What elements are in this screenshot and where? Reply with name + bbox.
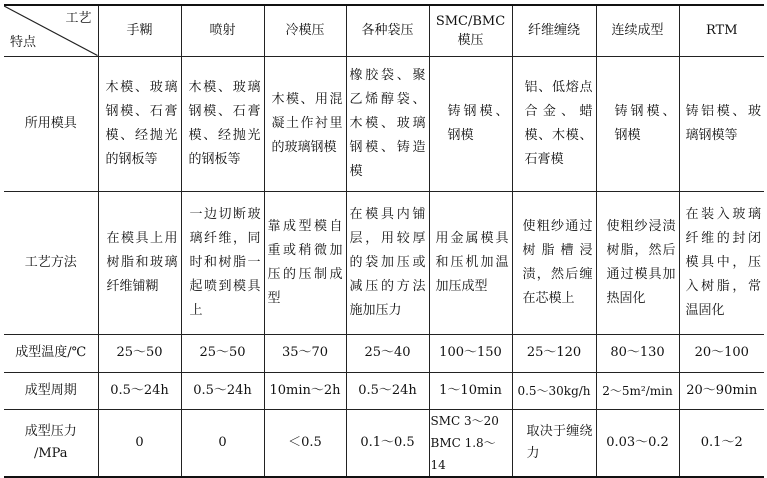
method-bag-molding: 在模具内铺层，用较厚的袋加压或减压的方法施加压力 xyxy=(346,191,429,334)
header-smc-bmc: SMC/BMC 模压 xyxy=(429,5,512,56)
method-hand-lay-up: 在模具上用树脂和玻璃纤维铺糊 xyxy=(98,191,181,334)
pressure-bag-molding: 0.1～0.5 xyxy=(346,409,429,477)
pressure-rtm: 0.1～2 xyxy=(679,409,764,477)
pressure-filament-winding: 取决于缠绕力 xyxy=(512,409,596,477)
cycle-hand-lay-up: 0.5～24h xyxy=(98,372,181,409)
method-rtm: 在装入玻璃纤维的封闭模具中，压入树脂，常温固化 xyxy=(679,191,764,334)
mold-filament-winding: 铝、低熔点合金、蜡模、木模、石膏模 xyxy=(512,56,596,191)
row-label-mold: 所用模具 xyxy=(4,56,98,191)
cycle-bag-molding: 0.5～24h xyxy=(346,372,429,409)
temp-filament-winding: 25～120 xyxy=(512,334,596,372)
pressure-continuous: 0.03～0.2 xyxy=(596,409,679,477)
header-row xyxy=(4,5,764,56)
row-mold xyxy=(4,56,764,191)
row-method xyxy=(4,191,764,334)
mold-spray-up: 木模、玻璃钢模、石膏模、经抛光的钢板等 xyxy=(181,56,264,191)
row-temperature xyxy=(4,334,764,372)
corner-top-label: 工艺 xyxy=(65,11,92,26)
mold-smc-bmc: 铸钢模、钢模 xyxy=(429,56,512,191)
temp-spray-up: 25～50 xyxy=(181,334,264,372)
method-filament-winding: 使粗纱通过树脂槽浸渍，然后缠在芯模上 xyxy=(512,191,596,334)
header-spray-up: 喷射 xyxy=(181,5,264,56)
cycle-rtm: 20～90min xyxy=(679,372,764,409)
row-label-pressure: 成型压力 /MPa xyxy=(4,409,98,477)
row-label-cycle: 成型周期 xyxy=(4,372,98,409)
mold-rtm: 铸铝模、玻璃钢模等 xyxy=(679,56,764,191)
cycle-spray-up: 0.5～24h xyxy=(181,372,264,409)
temp-rtm: 20～100 xyxy=(679,334,764,372)
pressure-spray-up: 0 xyxy=(181,409,264,477)
corner-bottom-label: 特点 xyxy=(10,34,37,50)
temp-smc-bmc: 100～150 xyxy=(429,334,512,372)
method-continuous: 使粗纱浸渍树脂，然后通过模具加热固化 xyxy=(596,191,679,334)
pressure-cold-press: ＜0.5 xyxy=(264,409,346,477)
row-cycle xyxy=(4,372,764,409)
header-filament-winding: 纤维缠绕 xyxy=(512,5,596,56)
pressure-smc-bmc: SMC 3～20 BMC 1.8～14 xyxy=(429,409,512,477)
row-label-method: 工艺方法 xyxy=(4,191,98,334)
method-spray-up: 一边切断玻璃纤维，同时和树脂一起喷到模具上 xyxy=(181,191,264,334)
temp-bag-molding: 25～40 xyxy=(346,334,429,372)
header-hand-lay-up: 手糊 xyxy=(98,5,181,56)
row-label-temperature: 成型温度/℃ xyxy=(4,334,98,372)
header-bag-molding: 各种袋压 xyxy=(346,5,429,56)
mold-continuous: 铸钢模、钢模 xyxy=(596,56,679,191)
header-cold-press: 冷模压 xyxy=(264,5,346,56)
process-comparison-table xyxy=(4,4,764,478)
temp-hand-lay-up: 25～50 xyxy=(98,334,181,372)
cycle-smc-bmc: 1～10min xyxy=(429,372,512,409)
mold-bag-molding: 橡胶袋、聚乙烯醇袋、木模、玻璃钢模、铸造模 xyxy=(346,56,429,191)
temp-cold-press: 35～70 xyxy=(264,334,346,372)
method-smc-bmc: 用金属模具和压机加温加压成型 xyxy=(429,191,512,334)
header-rtm: RTM xyxy=(679,5,764,56)
mold-hand-lay-up: 木模、玻璃钢模、石膏模、经抛光的钢板等 xyxy=(98,56,181,191)
row-pressure xyxy=(4,409,764,477)
cycle-continuous: 2～5m²/min xyxy=(596,372,679,409)
cycle-cold-press: 10min～2h xyxy=(264,372,346,409)
method-cold-press: 靠成型模自重或稍微加压的压制成型 xyxy=(264,191,346,334)
temp-continuous: 80～130 xyxy=(596,334,679,372)
corner-cell xyxy=(4,5,98,56)
header-continuous: 连续成型 xyxy=(596,5,679,56)
mold-cold-press: 木模、用混凝土作衬里的玻璃钢模 xyxy=(264,56,346,191)
cycle-filament-winding: 0.5～30kg/h xyxy=(512,372,596,409)
pressure-hand-lay-up: 0 xyxy=(98,409,181,477)
